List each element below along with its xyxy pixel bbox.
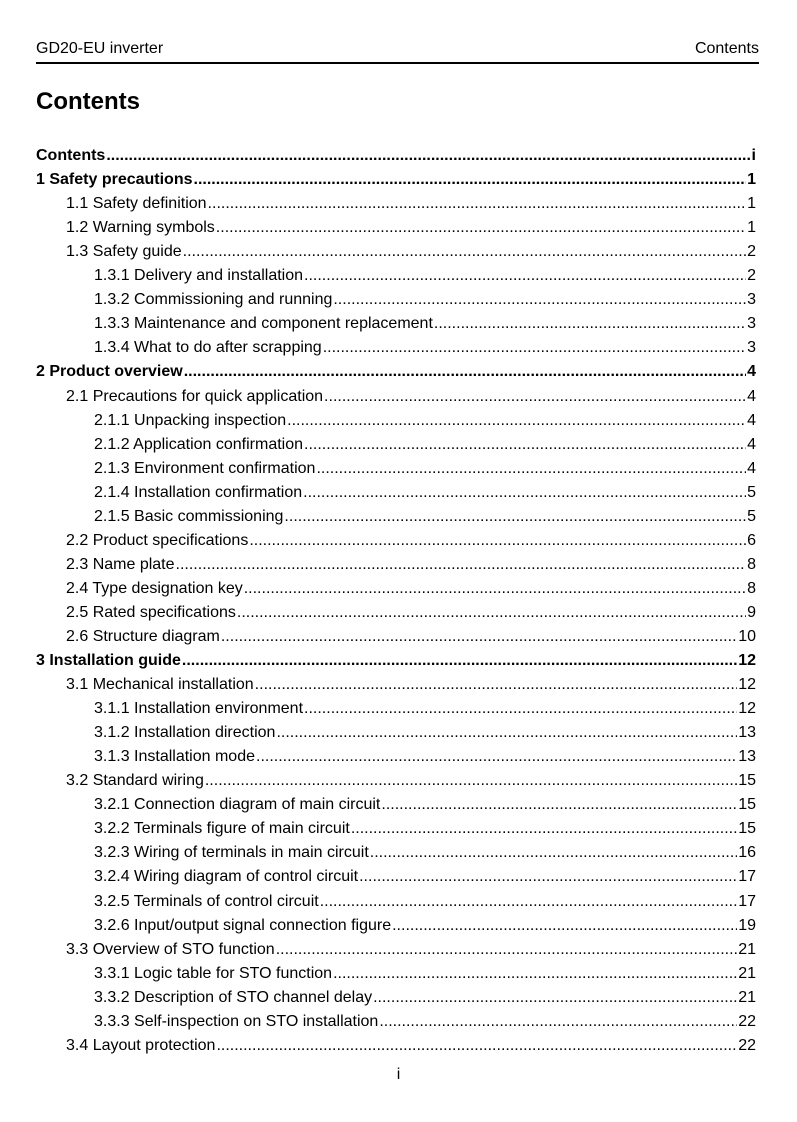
toc-entry-page: 3 bbox=[747, 291, 756, 309]
toc-dot-leader bbox=[276, 723, 737, 742]
toc-entry-title: 2.2 Product specifications bbox=[66, 531, 249, 549]
toc-entry-title: 3.3.2 Description of STO channel delay bbox=[94, 988, 373, 1006]
toc-entry-page: 22 bbox=[738, 1036, 756, 1054]
toc-entry[interactable] bbox=[36, 862, 756, 886]
toc-entry-title: 1.3.4 What to do after scrapping bbox=[94, 339, 322, 357]
toc-dot-leader bbox=[184, 362, 746, 381]
toc-entry-page: 3 bbox=[747, 315, 756, 333]
toc-entry-title: 1.3.2 Commissioning and running bbox=[94, 291, 333, 309]
toc-entry-page: 1 bbox=[747, 219, 756, 237]
toc-entry-page: 5 bbox=[747, 507, 756, 525]
toc-entry-title: 3.1.3 Installation mode bbox=[94, 748, 255, 766]
toc-dot-leader bbox=[256, 747, 737, 766]
toc-entry[interactable] bbox=[36, 1031, 756, 1055]
toc-dot-leader bbox=[221, 627, 737, 646]
toc-dot-leader bbox=[255, 675, 738, 694]
toc-dot-leader bbox=[216, 218, 746, 237]
toc-entry-title: 3.2.3 Wiring of terminals in main circuit bbox=[94, 844, 369, 862]
toc-dot-leader bbox=[320, 892, 738, 911]
toc-entry-page: 4 bbox=[747, 387, 756, 405]
toc-dot-leader bbox=[379, 1012, 737, 1031]
toc-entry[interactable] bbox=[36, 478, 756, 502]
toc-entry-title: 2.6 Structure diagram bbox=[66, 627, 220, 645]
table-of-contents bbox=[36, 141, 756, 1055]
toc-dot-leader bbox=[324, 387, 746, 406]
toc-entry-title: 3.2 Standard wiring bbox=[66, 772, 204, 790]
toc-entry-title: 3.1.1 Installation environment bbox=[94, 700, 304, 718]
toc-entry-title: 2.1.1 Unpacking inspection bbox=[94, 411, 287, 429]
toc-entry-page: 15 bbox=[738, 820, 756, 838]
toc-entry-page: 12 bbox=[738, 652, 756, 670]
toc-entry[interactable] bbox=[36, 718, 756, 742]
toc-entry-page: i bbox=[751, 147, 756, 165]
toc-entry[interactable] bbox=[36, 550, 756, 574]
toc-dot-leader bbox=[303, 483, 746, 502]
toc-entry[interactable] bbox=[36, 694, 756, 718]
toc-entry[interactable] bbox=[36, 598, 756, 622]
toc-dot-leader bbox=[276, 940, 738, 959]
toc-entry[interactable] bbox=[36, 213, 756, 237]
toc-entry-page: 5 bbox=[747, 483, 756, 501]
toc-dot-leader bbox=[208, 194, 747, 213]
toc-dot-leader bbox=[333, 290, 746, 309]
toc-dot-leader bbox=[249, 531, 746, 550]
toc-entry[interactable] bbox=[36, 406, 756, 430]
toc-entry-page: 4 bbox=[747, 435, 756, 453]
page-number: i bbox=[396, 1066, 401, 1083]
toc-entry[interactable] bbox=[36, 309, 756, 333]
toc-entry-title: 3.1 Mechanical installation bbox=[66, 676, 254, 694]
toc-dot-leader bbox=[370, 843, 737, 862]
toc-dot-leader bbox=[316, 459, 746, 478]
toc-entry[interactable] bbox=[36, 285, 756, 309]
toc-dot-leader bbox=[304, 435, 746, 454]
toc-entry-title: 3.2.5 Terminals of control circuit bbox=[94, 892, 319, 910]
toc-entry-page: 8 bbox=[747, 555, 756, 573]
toc-dot-leader bbox=[176, 555, 747, 574]
toc-entry-page: 3 bbox=[747, 339, 756, 357]
toc-entry-page: 21 bbox=[738, 940, 756, 958]
toc-entry[interactable] bbox=[36, 959, 756, 983]
toc-entry-title: 3.2.6 Input/output signal connection figure bbox=[94, 916, 392, 934]
toc-entry[interactable] bbox=[36, 261, 756, 285]
toc-entry-page: 1 bbox=[747, 195, 756, 213]
toc-entry-page: 9 bbox=[747, 603, 756, 621]
toc-dot-leader bbox=[216, 1036, 737, 1055]
toc-entry-title: 2 Product overview bbox=[36, 363, 183, 381]
toc-entry-title: 1.3.3 Maintenance and component replacement bbox=[94, 315, 433, 333]
toc-entry-page: 13 bbox=[738, 748, 756, 766]
toc-entry-title: 3.4 Layout protection bbox=[66, 1036, 216, 1054]
toc-entry-title: 2.1.2 Application confirmation bbox=[94, 435, 304, 453]
toc-entry[interactable] bbox=[36, 886, 756, 910]
toc-dot-leader bbox=[392, 916, 737, 935]
toc-entry-page: 12 bbox=[738, 676, 756, 694]
toc-entry-title: 3.3.3 Self-inspection on STO installation bbox=[94, 1012, 379, 1030]
toc-entry-page: 19 bbox=[738, 916, 756, 934]
toc-dot-leader bbox=[381, 795, 737, 814]
toc-entry[interactable] bbox=[36, 526, 756, 550]
toc-entry[interactable] bbox=[36, 838, 756, 862]
toc-entry-page: 15 bbox=[738, 796, 756, 814]
toc-entry[interactable] bbox=[36, 935, 756, 959]
toc-entry-page: 6 bbox=[747, 531, 756, 549]
toc-entry-page: 4 bbox=[747, 459, 756, 477]
toc-entry-page: 10 bbox=[738, 627, 756, 645]
toc-entry-page: 1 bbox=[747, 171, 756, 189]
toc-entry[interactable] bbox=[36, 165, 756, 189]
toc-entry-page: 8 bbox=[747, 579, 756, 597]
toc-entry-title: 1.1 Safety definition bbox=[66, 195, 207, 213]
toc-dot-leader bbox=[284, 507, 746, 526]
page-header bbox=[36, 40, 759, 64]
toc-dot-leader bbox=[205, 771, 737, 790]
toc-dot-leader bbox=[373, 988, 737, 1007]
toc-dot-leader bbox=[351, 819, 737, 838]
toc-entry[interactable] bbox=[36, 911, 756, 935]
header-section-title: Contents bbox=[694, 40, 759, 57]
toc-dot-leader bbox=[304, 266, 746, 285]
toc-dot-leader bbox=[333, 964, 737, 983]
toc-entry-page: 4 bbox=[747, 363, 756, 381]
toc-entry[interactable] bbox=[36, 333, 756, 357]
toc-entry[interactable] bbox=[36, 502, 756, 526]
toc-entry-title: 2.1 Precautions for quick application bbox=[66, 387, 324, 405]
toc-dot-leader bbox=[182, 651, 737, 670]
toc-entry[interactable] bbox=[36, 430, 756, 454]
toc-dot-leader bbox=[359, 867, 737, 886]
toc-entry-title: 1.2 Warning symbols bbox=[66, 219, 215, 237]
toc-entry-title: 2.1.4 Installation confirmation bbox=[94, 483, 303, 501]
toc-dot-leader bbox=[323, 338, 746, 357]
toc-entry[interactable] bbox=[36, 454, 756, 478]
toc-dot-leader bbox=[183, 242, 746, 261]
toc-dot-leader bbox=[237, 603, 746, 622]
toc-entry[interactable] bbox=[36, 670, 756, 694]
header-document-title: GD20-EU inverter bbox=[36, 40, 164, 57]
page-title: Contents bbox=[36, 88, 140, 115]
toc-entry-page: 21 bbox=[738, 988, 756, 1006]
toc-entry-title: 3.3.1 Logic table for STO function bbox=[94, 964, 333, 982]
toc-entry-title: 2.1.3 Environment confirmation bbox=[94, 459, 316, 477]
toc-entry-page: 4 bbox=[747, 411, 756, 429]
toc-dot-leader bbox=[106, 146, 750, 165]
toc-entry-title: 1.3.1 Delivery and installation bbox=[94, 267, 304, 285]
toc-entry-title: 2.1.5 Basic commissioning bbox=[94, 507, 284, 525]
toc-entry-title: Contents bbox=[36, 147, 106, 165]
toc-entry-title: 3.2.4 Wiring diagram of control circuit bbox=[94, 868, 359, 886]
toc-entry[interactable] bbox=[36, 357, 756, 381]
toc-entry-page: 22 bbox=[738, 1012, 756, 1030]
toc-entry-title: 1 Safety precautions bbox=[36, 171, 193, 189]
toc-entry-page: 16 bbox=[738, 844, 756, 862]
toc-entry[interactable] bbox=[36, 381, 756, 405]
toc-entry-page: 17 bbox=[738, 892, 756, 910]
toc-entry-page: 2 bbox=[747, 267, 756, 285]
toc-entry[interactable] bbox=[36, 622, 756, 646]
toc-entry-page: 15 bbox=[738, 772, 756, 790]
toc-entry-title: 2.5 Rated specifications bbox=[66, 603, 236, 621]
toc-entry[interactable] bbox=[36, 742, 756, 766]
toc-entry-page: 13 bbox=[738, 724, 756, 742]
toc-entry-title: 2.4 Type designation key bbox=[66, 579, 243, 597]
toc-entry[interactable] bbox=[36, 766, 756, 790]
toc-entry[interactable] bbox=[36, 814, 756, 838]
toc-entry-title: 3 Installation guide bbox=[36, 652, 181, 670]
toc-entry[interactable] bbox=[36, 1007, 756, 1031]
toc-dot-leader bbox=[287, 411, 746, 430]
toc-entry[interactable] bbox=[36, 141, 756, 165]
toc-dot-leader bbox=[244, 579, 746, 598]
toc-entry-title: 3.1.2 Installation direction bbox=[94, 724, 276, 742]
toc-entry-title: 3.2.2 Terminals figure of main circuit bbox=[94, 820, 350, 838]
toc-entry-page: 21 bbox=[738, 964, 756, 982]
toc-entry[interactable] bbox=[36, 237, 756, 261]
toc-entry-page: 12 bbox=[738, 700, 756, 718]
toc-entry-page: 2 bbox=[747, 243, 756, 261]
toc-entry[interactable] bbox=[36, 983, 756, 1007]
toc-entry[interactable] bbox=[36, 646, 756, 670]
toc-entry-title: 1.3 Safety guide bbox=[66, 243, 182, 261]
toc-entry-title: 3.3 Overview of STO function bbox=[66, 940, 275, 958]
toc-dot-leader bbox=[194, 170, 747, 189]
toc-entry[interactable] bbox=[36, 790, 756, 814]
toc-entry[interactable] bbox=[36, 574, 756, 598]
toc-dot-leader bbox=[304, 699, 737, 718]
toc-entry-title: 2.3 Name plate bbox=[66, 555, 175, 573]
toc-dot-leader bbox=[434, 314, 746, 333]
toc-entry-title: 3.2.1 Connection diagram of main circuit bbox=[94, 796, 381, 814]
toc-entry[interactable] bbox=[36, 189, 756, 213]
toc-entry-page: 17 bbox=[738, 868, 756, 886]
